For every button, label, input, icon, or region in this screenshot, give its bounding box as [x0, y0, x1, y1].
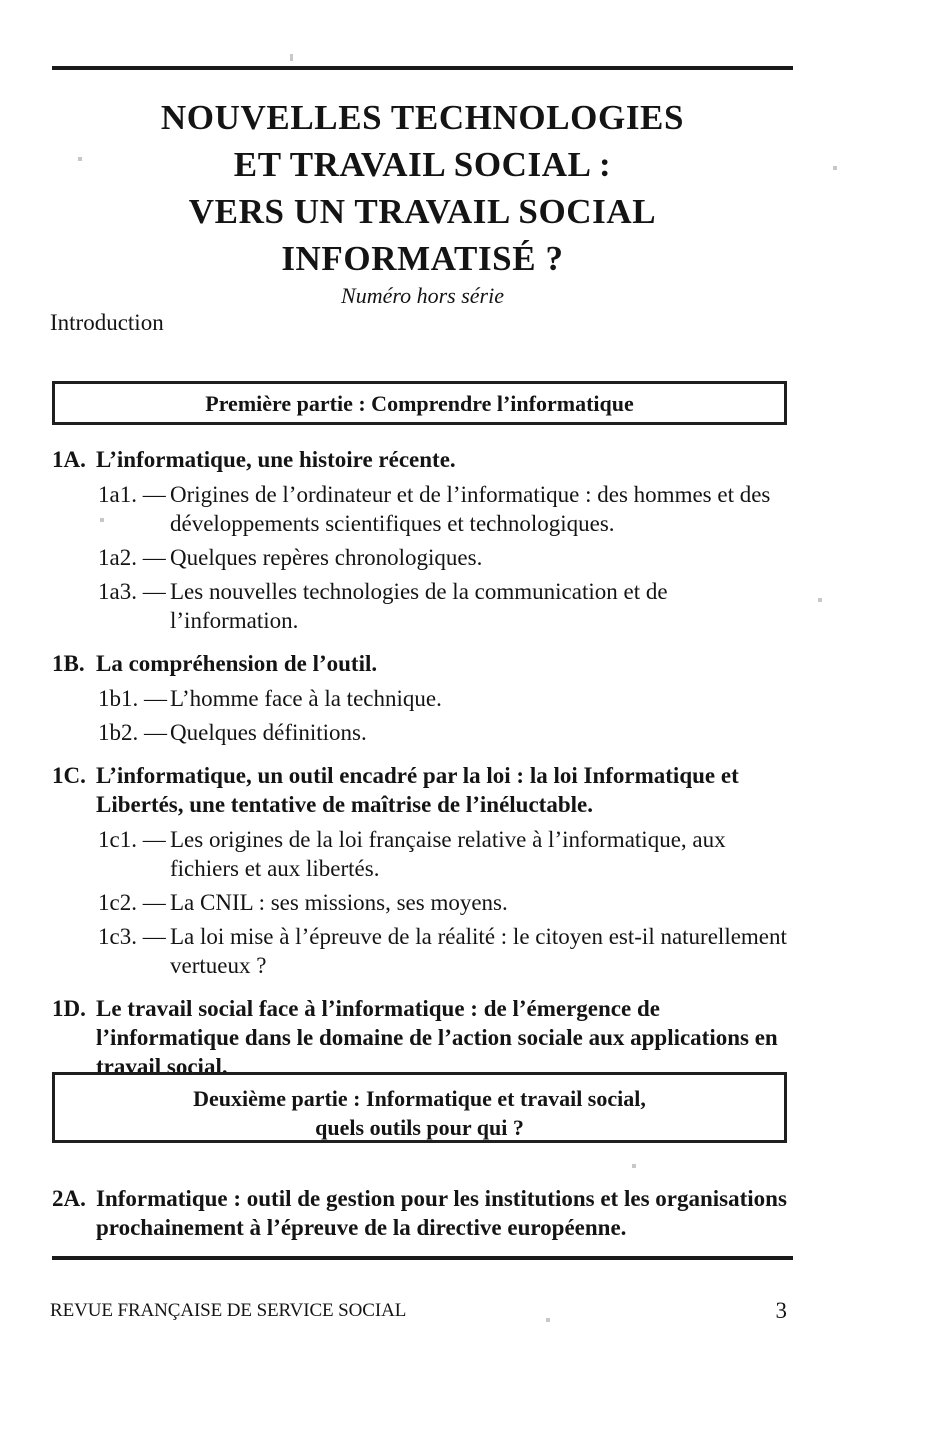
item-label: 1c3. —	[98, 924, 166, 949]
section-1c-label: 1C.	[52, 763, 86, 788]
section-1d-label: 1D.	[52, 996, 86, 1021]
section-1d	[52, 994, 800, 1081]
section-1b-title: La compréhension de l’outil.	[96, 651, 378, 676]
scan-speck	[78, 157, 82, 161]
section-1a-label: 1A.	[52, 447, 86, 472]
section-1d-title: Le travail social face à l’informatique : de l’émergence de l’informatique dans le domaine de l’action sociale aux applications en travail social.	[96, 996, 778, 1079]
title-line-2: ET TRAVAIL SOCIAL :	[233, 145, 612, 184]
document-subtitle: Numéro hors série	[341, 283, 504, 308]
scan-speck	[818, 598, 822, 602]
outline-part-one	[52, 445, 800, 1087]
introduction-label: Introduction	[50, 310, 164, 335]
section-2a	[52, 1184, 800, 1242]
item-label: 1a1. —	[98, 482, 166, 507]
section-1b	[52, 649, 800, 678]
item-text: Quelques définitions.	[170, 720, 367, 745]
item-label: 1b1. —	[98, 686, 167, 711]
section-1c-title: L’informatique, un outil encadré par la loi : la loi Informatique et Libertés, une tentative de maîtrise de l’inéluctable.	[96, 763, 739, 817]
part-one-heading-box	[52, 381, 787, 425]
list-item	[52, 888, 800, 917]
item-label: 1c1. —	[98, 827, 166, 852]
header-rule	[52, 66, 793, 70]
section-1c-items	[52, 825, 800, 980]
item-text: Les nouvelles technologies de la communication et de l’information.	[170, 579, 668, 633]
page-number: 3	[775, 1298, 787, 1323]
title-line-4: INFORMATISÉ ?	[281, 239, 564, 278]
title-line-3: VERS UN TRAVAIL SOCIAL	[188, 192, 657, 231]
list-item	[52, 480, 800, 538]
item-label: 1a2. —	[98, 545, 166, 570]
item-label: 1a3. —	[98, 579, 166, 604]
outline-part-two	[52, 1184, 800, 1248]
scan-speck	[833, 166, 837, 170]
list-item	[52, 922, 800, 980]
journal-name: REVUE FRANÇAISE DE SERVICE SOCIAL	[50, 1300, 407, 1321]
scan-speck	[100, 518, 104, 522]
item-text: La loi mise à l’épreuve de la réalité : le citoyen est-il naturellement vertueux ?	[170, 924, 787, 978]
section-2a-title: Informatique : outil de gestion pour les institutions et les organisations prochainement à l’épreuve de la directive européenne.	[96, 1186, 787, 1240]
list-item	[52, 543, 800, 572]
scan-speck	[290, 54, 293, 61]
section-2a-label: 2A.	[52, 1186, 86, 1211]
list-item	[52, 684, 800, 713]
scan-speck	[546, 1318, 550, 1322]
section-1a-items	[52, 480, 800, 635]
list-item	[52, 718, 800, 747]
part-one-heading-line-1: Première partie : Comprendre l’informatique	[205, 391, 634, 416]
part-two-heading-line-2: quels outils pour qui ?	[315, 1115, 524, 1140]
item-text: Origines de l’ordinateur et de l’informatique : des hommes et des développements scientifiques et technologiques.	[170, 482, 771, 536]
item-text: L’homme face à la technique.	[170, 686, 442, 711]
section-1a	[52, 445, 800, 474]
footer-rule	[52, 1256, 793, 1260]
section-1b-items	[52, 684, 800, 747]
section-1b-label: 1B.	[52, 651, 85, 676]
part-two-heading-line-1: Deuxième partie : Informatique et travail social,	[193, 1086, 646, 1111]
item-text: Les origines de la loi française relative à l’informatique, aux fichiers et aux libertés.	[170, 827, 726, 881]
list-item	[52, 825, 800, 883]
item-label: 1b2. —	[98, 720, 167, 745]
item-text: La CNIL : ses missions, ses moyens.	[170, 890, 508, 915]
part-two-heading-box	[52, 1072, 787, 1143]
item-label: 1c2. —	[98, 890, 166, 915]
list-item	[52, 577, 800, 635]
item-text: Quelques repères chronologiques.	[170, 545, 483, 570]
document-title	[52, 94, 793, 282]
scan-speck	[632, 1164, 636, 1168]
section-1a-title: L’informatique, une histoire récente.	[96, 447, 456, 472]
title-line-1: NOUVELLES TECHNOLOGIES	[160, 98, 685, 137]
section-1c	[52, 761, 800, 819]
